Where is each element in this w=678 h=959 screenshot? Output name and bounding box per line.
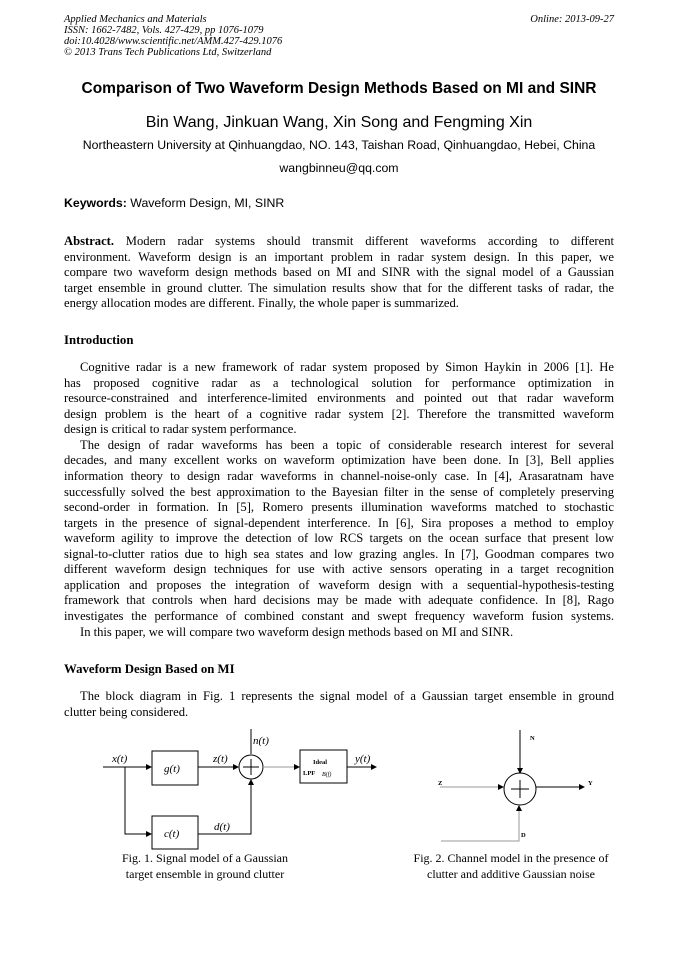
label-g: g(t): [164, 763, 180, 775]
abstract-label: Abstract.: [64, 234, 115, 248]
label-y: y(t): [355, 753, 371, 765]
label-N: N: [530, 735, 535, 742]
copyright: © 2013 Trans Tech Publications Ltd, Switzerland: [64, 47, 272, 58]
intro-line: resource-constrained and interference-limited environments and pointed out that radar waveform: [64, 391, 614, 405]
label-bf: B(f): [322, 772, 332, 778]
abstract-line: environment. Waveform design is an important problem in radar system design. In this paper, we: [64, 250, 614, 264]
affiliation: Northeastern University at Qinhuangdao, NO. 143, Taishan Road, Qinhuangdao, Hebei, China: [82, 138, 596, 152]
issn: ISSN: 1662-7482, Vols. 427-429, pp 1076-1079: [64, 25, 264, 36]
section-heading-waveform-mi: Waveform Design Based on MI: [64, 662, 235, 676]
label-lpf: LPF: [303, 770, 316, 777]
abstract-line: target ensemble in ground clutter. The simulation results show that for the different tasks of radar, the: [64, 281, 614, 295]
email: wangbinneu@qq.com: [279, 161, 399, 175]
intro-line: has proposed cognitive radar as a technological solution for performance optimization in: [64, 376, 614, 390]
lpf-block: [300, 750, 347, 783]
label-Z: Z: [438, 780, 443, 787]
label-ideal: Ideal: [313, 759, 328, 766]
section-heading-introduction: Introduction: [64, 333, 134, 347]
label-c: c(t): [164, 828, 180, 840]
label-D: D: [521, 832, 526, 839]
intro-line: signal-to-clutter ratios due to high sea states and low grazing angles. In [7], Goodman compares two: [64, 547, 614, 561]
label-d: d(t): [214, 821, 230, 833]
abstract-line: compare two waveform design methods based on MI and SINR with the signal model of a Gaussian: [64, 265, 614, 279]
intro-line: Cognitive radar is a new framework of radar system proposed by Simon Haykin in 2006 [1]. He: [80, 360, 614, 374]
intro-line: successfully solved the best approximation to the Bayesian filter in the sense of completely preserving: [64, 485, 614, 499]
intro-line: decades, and many excellent works on waveform optimization have been done. In [3], Bell applies: [64, 453, 614, 467]
abstract-line: Abstract. Modern radar systems should transmit different waveforms according to different: [64, 234, 614, 248]
keywords-text: Waveform Design, MI, SINR: [126, 196, 285, 210]
intro-line: information theory to design radar waveforms in channel-noise-only case. In [4], Arasaratnam have: [64, 469, 614, 483]
intro-line: different waveform design techniques for use with active sensors operating in a target recognition: [64, 562, 614, 576]
intro-line: In this paper, we will compare two waveform design methods based on MI and SINR.: [80, 625, 514, 639]
doi: doi:10.4028/www.scientific.net/AMM.427-429.1076: [64, 36, 283, 47]
label-z: z(t): [213, 753, 228, 765]
intro-line: design problem is the heart of a cognitive radar system [2]. Therefore the transmitted waveform: [64, 407, 614, 421]
intro-line: investigates the performance of combined constant and swept frequency waveform fusion systems.: [64, 609, 614, 623]
fig1-caption: Fig. 1. Signal model of a Gaussian target ensemble in ground clutter: [122, 851, 288, 881]
online-date: Online: 2013-09-27: [530, 14, 614, 25]
fig2-caption: Fig. 2. Channel model in the presence of clutter and additive Gaussian noise: [413, 851, 609, 881]
label-Y: Y: [588, 780, 593, 787]
intro-line: The design of radar waveforms has been a topic of considerable research interest for several: [80, 438, 614, 452]
intro-line: waveform agility to improve the detection of low RCS targets on the ocean surface that present low: [64, 531, 614, 545]
keywords-label: Keywords:: [64, 196, 127, 210]
intro-line: second-order in formation. In [5], Romero presents illumination waveforms matched to stochastic: [64, 500, 614, 514]
label-x: x(t): [112, 753, 128, 765]
intro-line: targets in the presence of signal-dependent interference. In [6], Sira proposes a method to employ: [64, 516, 614, 530]
paper-title: Comparison of Two Waveform Design Methods Based on MI and SINR: [81, 80, 597, 97]
section2-line: clutter being considered.: [64, 705, 189, 719]
intro-line: design is critical to radar system performance.: [64, 422, 297, 436]
label-n: n(t): [253, 735, 269, 747]
authors: Bin Wang, Jinkuan Wang, Xin Song and Fengming Xin: [145, 114, 533, 131]
fig2-channel-model-diagram: [440, 730, 584, 841]
intro-line: framework that controls when hard decisions may be made with adequate confidence. In [8], Rago: [64, 593, 614, 607]
journal-name: Applied Mechanics and Materials: [64, 14, 207, 25]
fig1-signal-model-diagram: [103, 729, 376, 849]
section2-line: The block diagram in Fig. 1 represents the signal model of a Gaussian target ensemble in ground: [80, 689, 614, 703]
abstract-line: energy allocation modes are different. Finally, the whole paper is summarized.: [64, 296, 459, 310]
intro-line: application and proposes the integration of waveform design with a sequential-hypothesis-testing: [64, 578, 614, 592]
